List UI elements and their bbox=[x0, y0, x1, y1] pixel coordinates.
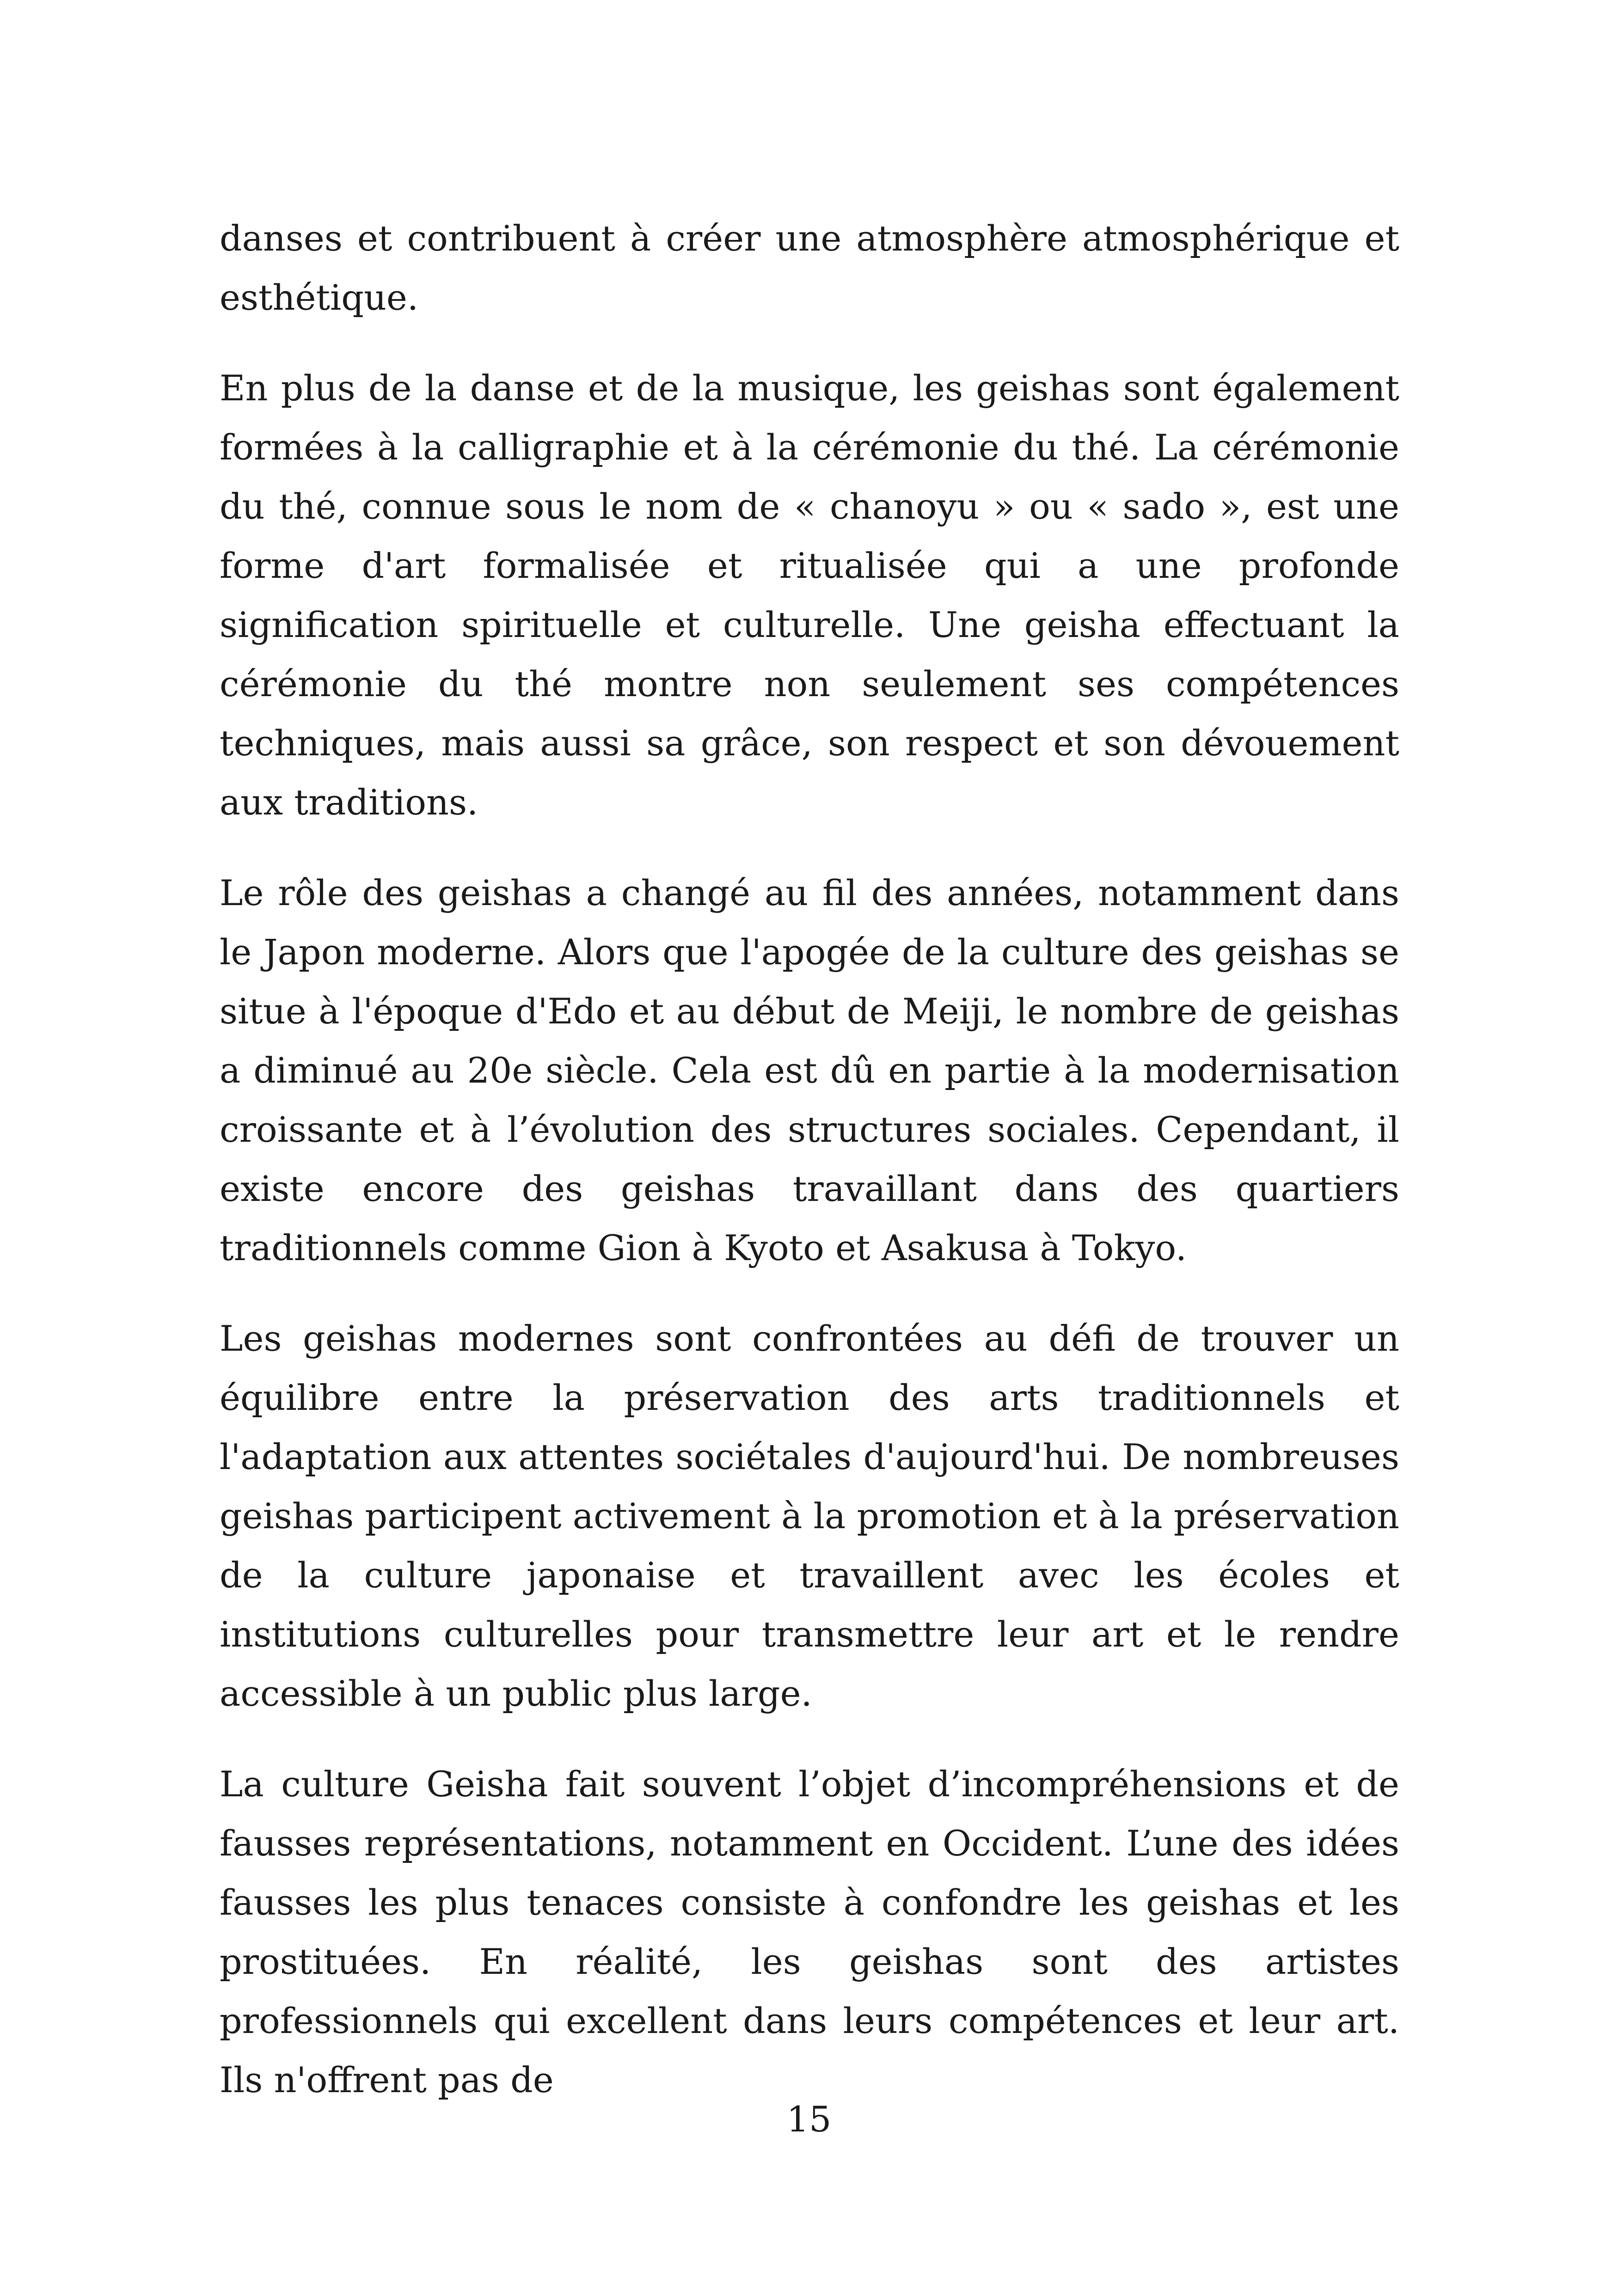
paragraph: La culture Geisha fait souvent l’objet d’incompréhensions et de fausses représentations, notamment en Occident. L’une des idées fausses les plus tenaces consiste à confondre les geishas et les prostituées. En réalité, les geishas sont des artistes professionnels qui excellent dans leurs compétences et leur art. Ils n'offrent pas de bbox=[220, 1763, 1399, 2100]
paragraph: danses et contribuent à créer une atmosphère atmosphérique et esthétique. bbox=[220, 218, 1399, 318]
body-text bbox=[220, 209, 1399, 2110]
paragraph: Les geishas modernes sont confrontées au défi de trouver un équilibre entre la préservation des arts traditionnels et l'adaptation aux attentes sociétales d'aujourd'hui. De nombreuses geishas participent activement à la promotion et à la préservation de la culture japonaise et travaillent avec les écoles et institutions culturelles pour transmettre leur art et le rendre accessible à un public plus large. bbox=[220, 1318, 1399, 1714]
paragraph: Le rôle des geishas a changé au fil des années, notamment dans le Japon moderne. Alors que l'apogée de la culture des geishas se situe à l'époque d'Edo et au début de Meiji, le nombre de geishas a diminué au 20e siècle. Cela est dû en partie à la modernisation croissante et à l’évolution des structures sociales. Cependant, il existe encore des geishas travaillant dans des quartiers traditionnels comme Gion à Kyoto et Asakusa à Tokyo. bbox=[220, 872, 1399, 1268]
paragraph: En plus de la danse et de la musique, les geishas sont également formées à la calligraphie et à la cérémonie du thé. La cérémonie du thé, connue sous le nom de « chanoyu » ou « sado », est une forme d'art formalisée et ritualisée qui a une profonde signification spirituelle et culturelle. Une geisha effectuant la cérémonie du thé montre non seulement ses compétences techniques, mais aussi sa grâce, son respect et son dévouement aux traditions. bbox=[220, 367, 1399, 823]
page-number: 15 bbox=[786, 2099, 832, 2140]
